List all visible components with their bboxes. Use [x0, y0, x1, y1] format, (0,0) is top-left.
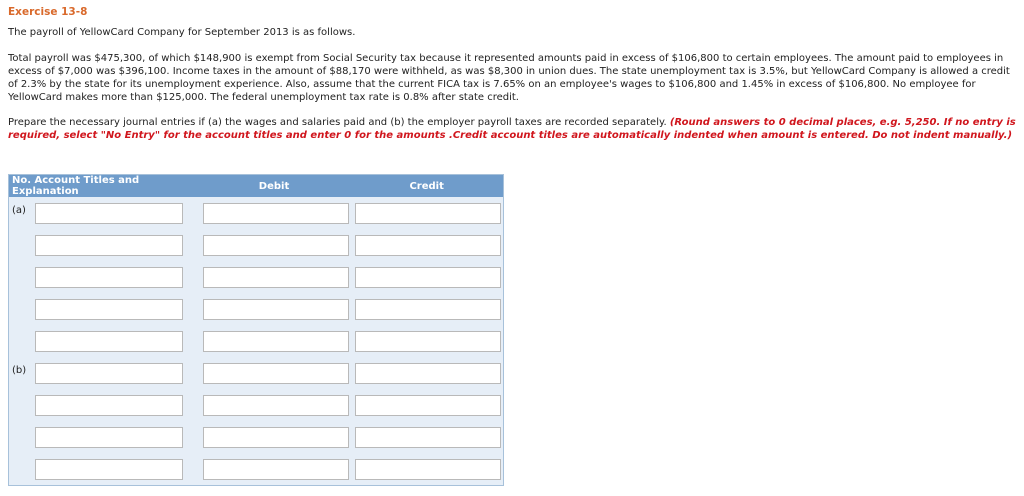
credit-input[interactable] [355, 267, 501, 288]
credit-cell [350, 261, 503, 293]
debit-input[interactable] [203, 203, 349, 224]
debit-cell [198, 389, 351, 421]
account-title-input[interactable] [35, 459, 183, 480]
account-title-input[interactable] [35, 267, 183, 288]
credit-input[interactable] [355, 427, 501, 448]
debit-input[interactable] [203, 363, 349, 384]
exercise-page [0, 0, 1024, 142]
debit-input[interactable] [203, 427, 349, 448]
exercise-title: Exercise 13-8 [8, 6, 88, 18]
exercise-instruction [8, 116, 1016, 142]
debit-cell [198, 261, 351, 293]
credit-cell [350, 389, 503, 421]
exercise-paragraph: Total payroll was $475,300, of which $148,900 is exempt from Social Security tax because it represented amounts paid in excess of $106,800 to certain employees. The amount paid to employees in excess of $7,000 was $396,100. Income taxes in the amount of $88,170 were withheld, as was $8,300 in union dues. The state unemployment tax is 3.5%, but YellowCard Company is allowed a credit of 2.3% by the state for its unemployment experience. Also, assume that the current FICA tax is 7.65% on an employee's wages to $106,800 and 1.45% in excess of $106,800. No employee for YellowCard makes more than $125,000. The federal unemployment tax rate is 0.8% after state credit. [8, 53, 1010, 103]
debit-input[interactable] [203, 395, 349, 416]
header-credit: Credit [350, 175, 503, 198]
table-row [9, 293, 504, 325]
instruction-text: Prepare the necessary journal entries if (a) the wages and salaries paid and (b) the employer payroll taxes are recorded separately. [8, 117, 667, 128]
credit-input[interactable] [355, 363, 501, 384]
debit-cell [198, 293, 351, 325]
table-row [9, 453, 504, 486]
table-header-row [9, 175, 504, 198]
entry-label: (a) [12, 205, 26, 216]
debit-input[interactable] [203, 267, 349, 288]
instruction-note: (Round answers to 0 decimal places, e.g. 5,250. If no entry is required, select "No Entry" for the account titles and enter 0 for the amounts .Credit account titles are automatically indented when amount is entered. Do not indent manually.) [8, 117, 1016, 141]
credit-cell [350, 357, 503, 389]
credit-input[interactable] [355, 459, 501, 480]
entry-label: (b) [12, 365, 27, 376]
account-cell [9, 229, 198, 261]
debit-cell [198, 197, 351, 229]
table-row [9, 325, 504, 357]
account-title-input[interactable] [35, 427, 183, 448]
table-row [9, 229, 504, 261]
credit-cell [350, 229, 503, 261]
table-row [9, 197, 504, 229]
debit-input[interactable] [203, 235, 349, 256]
debit-cell [198, 421, 351, 453]
debit-input[interactable] [203, 331, 349, 352]
account-title-input[interactable] [35, 395, 183, 416]
account-cell [9, 357, 198, 389]
credit-cell [350, 293, 503, 325]
credit-input[interactable] [355, 331, 501, 352]
exercise-intro: The payroll of YellowCard Company for September 2013 is as follows. [8, 27, 356, 38]
debit-cell [198, 453, 351, 486]
credit-input[interactable] [355, 235, 501, 256]
credit-cell [350, 197, 503, 229]
account-cell [9, 197, 198, 229]
table-row [9, 357, 504, 389]
table-row [9, 421, 504, 453]
credit-cell [350, 453, 503, 486]
header-account-titles: No. Account Titles and Explanation [9, 175, 198, 198]
debit-input[interactable] [203, 299, 349, 320]
account-title-input[interactable] [35, 203, 183, 224]
table-row [9, 389, 504, 421]
account-title-input[interactable] [35, 363, 183, 384]
debit-cell [198, 357, 351, 389]
credit-input[interactable] [355, 299, 501, 320]
credit-cell [350, 325, 503, 357]
account-cell [9, 421, 198, 453]
journal-entry-body [9, 197, 504, 486]
credit-cell [350, 421, 503, 453]
account-title-input[interactable] [35, 235, 183, 256]
account-cell [9, 453, 198, 486]
debit-cell [198, 229, 351, 261]
account-title-input[interactable] [35, 299, 183, 320]
account-cell [9, 325, 198, 357]
account-cell [9, 293, 198, 325]
debit-cell [198, 325, 351, 357]
account-title-input[interactable] [35, 331, 183, 352]
table-row [9, 261, 504, 293]
debit-input[interactable] [203, 459, 349, 480]
header-debit: Debit [198, 175, 351, 198]
credit-input[interactable] [355, 395, 501, 416]
account-cell [9, 389, 198, 421]
credit-input[interactable] [355, 203, 501, 224]
account-cell [9, 261, 198, 293]
journal-entry-table [8, 174, 504, 486]
